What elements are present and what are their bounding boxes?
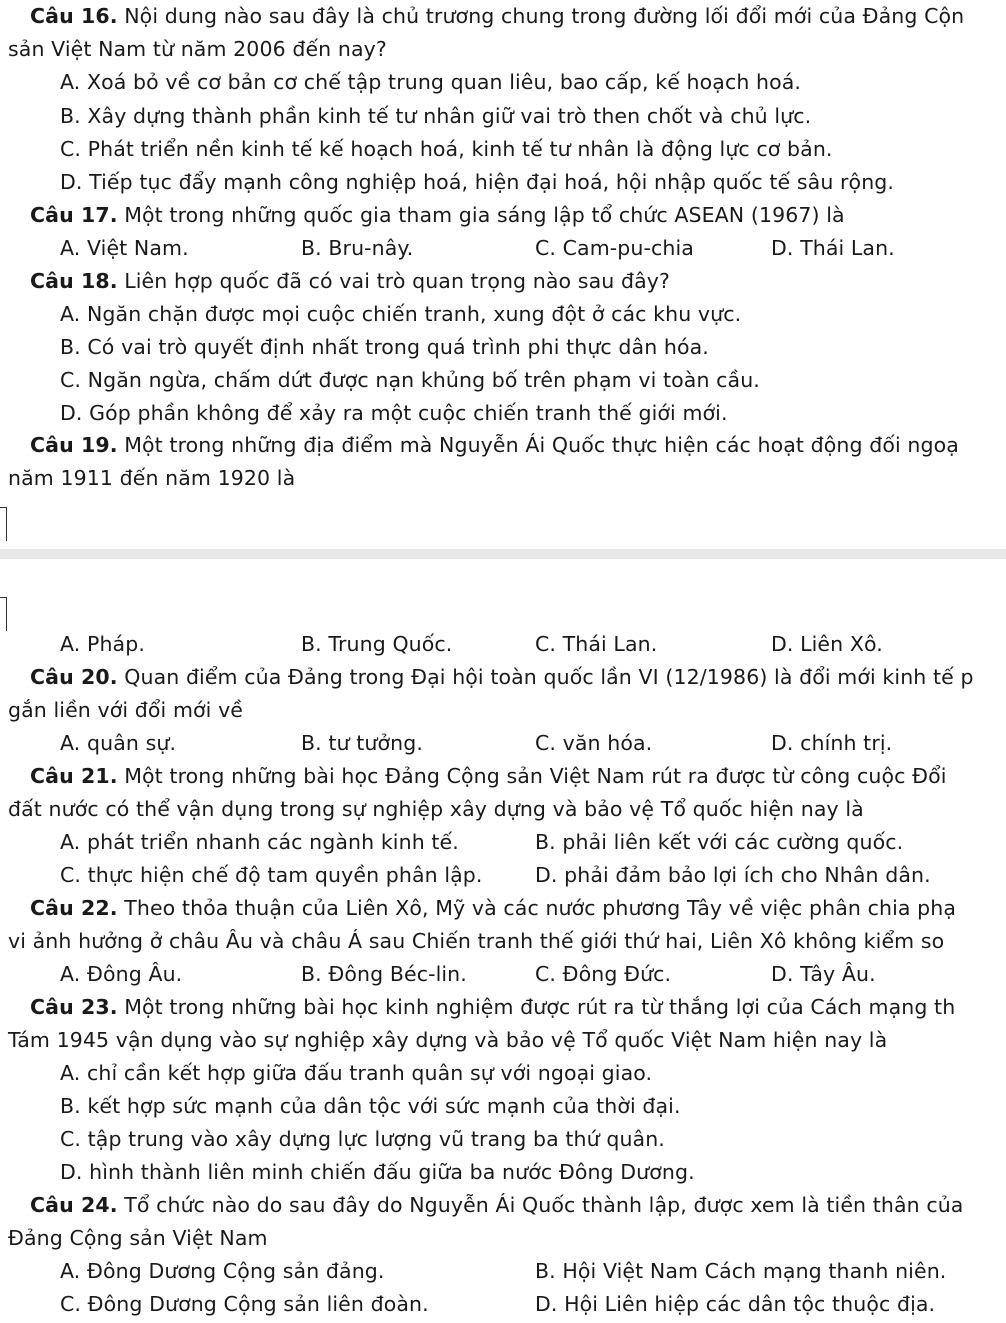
q23-option-c: C. tập trung vào xây dựng lực lượng vũ trang ba thứ quân. [60, 1127, 665, 1151]
q18-option-c: C. Ngăn ngừa, chấm dứt được nạn khủng bố trên phạm vi toàn cầu. [60, 368, 760, 392]
q19-option-d: D. Liên Xô. [771, 632, 883, 656]
q18-option-b: B. Có vai trò quyết định nhất trong quá trình phi thực dân hóa. [60, 335, 709, 359]
question-text: Nội dung nào sau đây là chủ trương chung trong đường lối đổi mới của Đảng Cộn [117, 4, 965, 28]
question-24 [30, 1191, 963, 1219]
q19-option-a: A. Pháp. [60, 632, 145, 656]
q24-option-c: C. Đông Dương Cộng sản liên đoàn. [60, 1292, 429, 1316]
q18-option-a: A. Ngăn chặn được mọi cuộc chiến tranh, xung đột ở các khu vực. [60, 302, 742, 326]
question-text: Tổ chức nào do sau đây do Nguyễn Ái Quốc thành lập, được xem là tiền thân của [117, 1193, 964, 1217]
q20-option-c: C. văn hóa. [535, 731, 653, 755]
q21-option-b: B. phải liên kết với các cường quốc. [535, 830, 904, 854]
question-21-continuation: đất nước có thể vận dụng trong sự nghiệp xây dựng và bảo vệ Tổ quốc hiện nay là [8, 797, 864, 821]
q22-option-a: A. Đông Âu. [60, 962, 183, 986]
question-text: Quan điểm của Đảng trong Đại hội toàn quốc lần VI (12/1986) là đổi mới kinh tế p [117, 665, 974, 689]
question-16 [30, 2, 964, 30]
question-20 [30, 663, 974, 691]
question-23-continuation: Tám 1945 vận dụng vào sự nghiệp xây dựng và bảo vệ Tổ quốc Việt Nam hiện nay là [8, 1028, 888, 1052]
question-text: Một trong những quốc gia tham gia sáng lập tổ chức ASEAN (1967) là [117, 203, 845, 227]
q22-option-d: D. Tây Âu. [771, 962, 876, 986]
q24-option-b: B. Hội Việt Nam Cách mạng thanh niên. [535, 1259, 947, 1283]
question-number: Câu 19. [30, 433, 118, 457]
q16-option-c: C. Phát triển nền kinh tế kế hoạch hoá, kinh tế tư nhân là động lực cơ bản. [60, 137, 833, 161]
q23-option-b: B. kết hợp sức mạnh của dân tộc với sức mạnh của thời đại. [60, 1094, 681, 1118]
q18-option-d: D. Góp phần không để xảy ra một cuộc chiến tranh thế giới mới. [60, 401, 728, 425]
q20-option-a: A. quân sự. [60, 731, 177, 755]
q19-option-c: C. Thái Lan. [535, 632, 658, 656]
question-text: Một trong những bài học kinh nghiệm được rút ra từ thắng lợi của Cách mạng th [117, 995, 956, 1019]
question-number: Câu 22. [30, 896, 118, 920]
text-cursor [6, 507, 7, 541]
text-cursor [6, 597, 7, 631]
q17-option-a: A. Việt Nam. [60, 236, 189, 260]
q22-option-b: B. Đông Béc-lin. [301, 962, 467, 986]
q23-option-a: A. chỉ cần kết hợp giữa đấu tranh quân sự với ngoại giao. [60, 1061, 653, 1085]
q16-option-d: D. Tiếp tục đẩy mạnh công nghiệp hoá, hiện đại hoá, hội nhập quốc tế sâu rộng. [60, 170, 895, 194]
q19-option-b: B. Trung Quốc. [301, 632, 453, 656]
q16-option-b: B. Xây dựng thành phần kinh tế tư nhân giữ vai trò then chốt và chủ lực. [60, 104, 812, 128]
text-cursor-cap [0, 597, 7, 598]
question-number: Câu 17. [30, 203, 118, 227]
question-22-continuation: vi ảnh hưởng ở châu Âu và châu Á sau Chiến tranh thế giới thứ hai, Liên Xô không kiểm so [8, 929, 945, 953]
q21-option-a: A. phát triển nhanh các ngành kinh tế. [60, 830, 459, 854]
question-21 [30, 762, 947, 790]
question-17 [30, 201, 845, 229]
text-cursor-cap [0, 507, 7, 508]
question-number: Câu 18. [30, 269, 118, 293]
question-text: Theo thỏa thuận của Liên Xô, Mỹ và các nước phương Tây về việc phân chia phạ [117, 896, 957, 920]
question-23 [30, 993, 955, 1021]
q24-option-a: A. Đông Dương Cộng sản đảng. [60, 1259, 385, 1283]
question-19-continuation: năm 1911 đến năm 1920 là [8, 466, 296, 490]
q17-option-b: B. Bru-nây. [301, 236, 414, 260]
q21-option-c: C. thực hiện chế độ tam quyền phân lập. [60, 863, 483, 887]
question-text: Một trong những bài học Đảng Cộng sản Việt Nam rút ra được từ công cuộc Đổi [117, 764, 947, 788]
q20-option-b: B. tư tưởng. [301, 731, 423, 755]
question-number: Câu 20. [30, 665, 118, 689]
question-text: Một trong những địa điểm mà Nguyễn Ái Quốc thực hiện các hoạt động đối ngoạ [117, 433, 959, 457]
question-20-continuation: gắn liền với đổi mới về [8, 698, 244, 722]
q20-option-d: D. chính trị. [771, 731, 893, 755]
q21-option-d: D. phải đảm bảo lợi ích cho Nhân dân. [535, 863, 931, 887]
page-break-divider [0, 549, 1006, 559]
q17-option-d: D. Thái Lan. [771, 236, 895, 260]
question-text: Liên hợp quốc đã có vai trò quan trọng nào sau đây? [117, 269, 670, 293]
question-22 [30, 894, 956, 922]
q24-option-d: D. Hội Liên hiệp các dân tộc thuộc địa. [535, 1292, 936, 1316]
question-18 [30, 267, 670, 295]
question-24-continuation: Đảng Cộng sản Việt Nam [8, 1226, 268, 1250]
question-number: Câu 24. [30, 1193, 118, 1217]
q22-option-c: C. Đông Đức. [535, 962, 672, 986]
q17-option-c: C. Cam-pu-chia [535, 236, 694, 260]
q23-option-d: D. hình thành liên minh chiến đấu giữa ba nước Đông Dương. [60, 1160, 695, 1184]
question-19 [30, 431, 959, 459]
q16-option-a: A. Xoá bỏ về cơ bản cơ chế tập trung quan liêu, bao cấp, kế hoạch hoá. [60, 70, 802, 94]
question-number: Câu 21. [30, 764, 118, 788]
question-number: Câu 16. [30, 4, 118, 28]
question-16-continuation: sản Việt Nam từ năm 2006 đến nay? [8, 37, 387, 61]
question-number: Câu 23. [30, 995, 118, 1019]
